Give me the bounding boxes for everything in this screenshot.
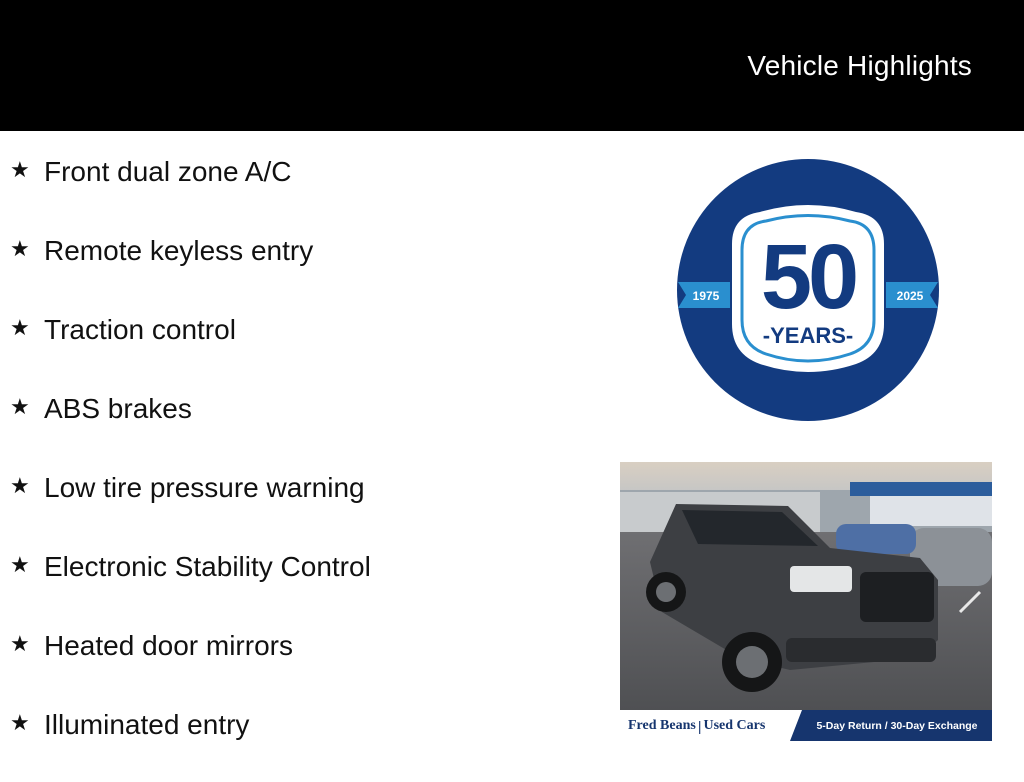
highlight-label: Illuminated entry bbox=[44, 709, 250, 740]
banner-brand: Fred Beans bbox=[628, 717, 696, 733]
highlight-label: Front dual zone A/C bbox=[44, 156, 292, 187]
highlight-label: Remote keyless entry bbox=[44, 235, 314, 266]
list-item bbox=[10, 150, 440, 229]
star-icon: ★ bbox=[10, 631, 30, 656]
list-item bbox=[10, 624, 440, 703]
badge-label: -YEARS- bbox=[762, 323, 854, 348]
page-title: Vehicle Highlights bbox=[747, 50, 972, 81]
list-item bbox=[10, 545, 440, 624]
list-item bbox=[10, 308, 440, 387]
star-icon: ★ bbox=[10, 552, 30, 577]
star-icon: ★ bbox=[10, 473, 30, 498]
list-item bbox=[10, 466, 440, 545]
return-policy-badge bbox=[790, 710, 992, 741]
list-item bbox=[10, 229, 440, 308]
vehicle-photo bbox=[620, 462, 992, 741]
banner-divider: | bbox=[697, 717, 702, 734]
star-icon: ★ bbox=[10, 710, 30, 735]
header-bar bbox=[0, 0, 1024, 131]
truck-photo bbox=[620, 462, 992, 710]
badge-start-year: 1975 bbox=[692, 289, 720, 303]
highlight-label: Low tire pressure warning bbox=[44, 472, 365, 503]
dealer-banner bbox=[620, 710, 992, 741]
star-icon: ★ bbox=[10, 157, 30, 182]
star-icon: ★ bbox=[10, 394, 30, 419]
highlight-label: Electronic Stability Control bbox=[44, 551, 371, 582]
highlight-label: Traction control bbox=[44, 314, 236, 345]
star-icon: ★ bbox=[10, 236, 30, 261]
return-policy-text: 5-Day Return / 30-Day Exchange bbox=[816, 719, 978, 732]
highlight-label: ABS brakes bbox=[44, 393, 192, 424]
highlight-label: Heated door mirrors bbox=[44, 630, 293, 661]
star-icon: ★ bbox=[10, 315, 30, 340]
list-item bbox=[10, 703, 440, 782]
highlights-list bbox=[10, 150, 440, 782]
badge-end-year: 2025 bbox=[896, 289, 924, 303]
badge-number: 50 bbox=[760, 226, 856, 328]
list-item bbox=[10, 387, 440, 466]
banner-subtitle: Used Cars bbox=[703, 717, 766, 733]
anniversary-badge-logo bbox=[676, 158, 940, 422]
